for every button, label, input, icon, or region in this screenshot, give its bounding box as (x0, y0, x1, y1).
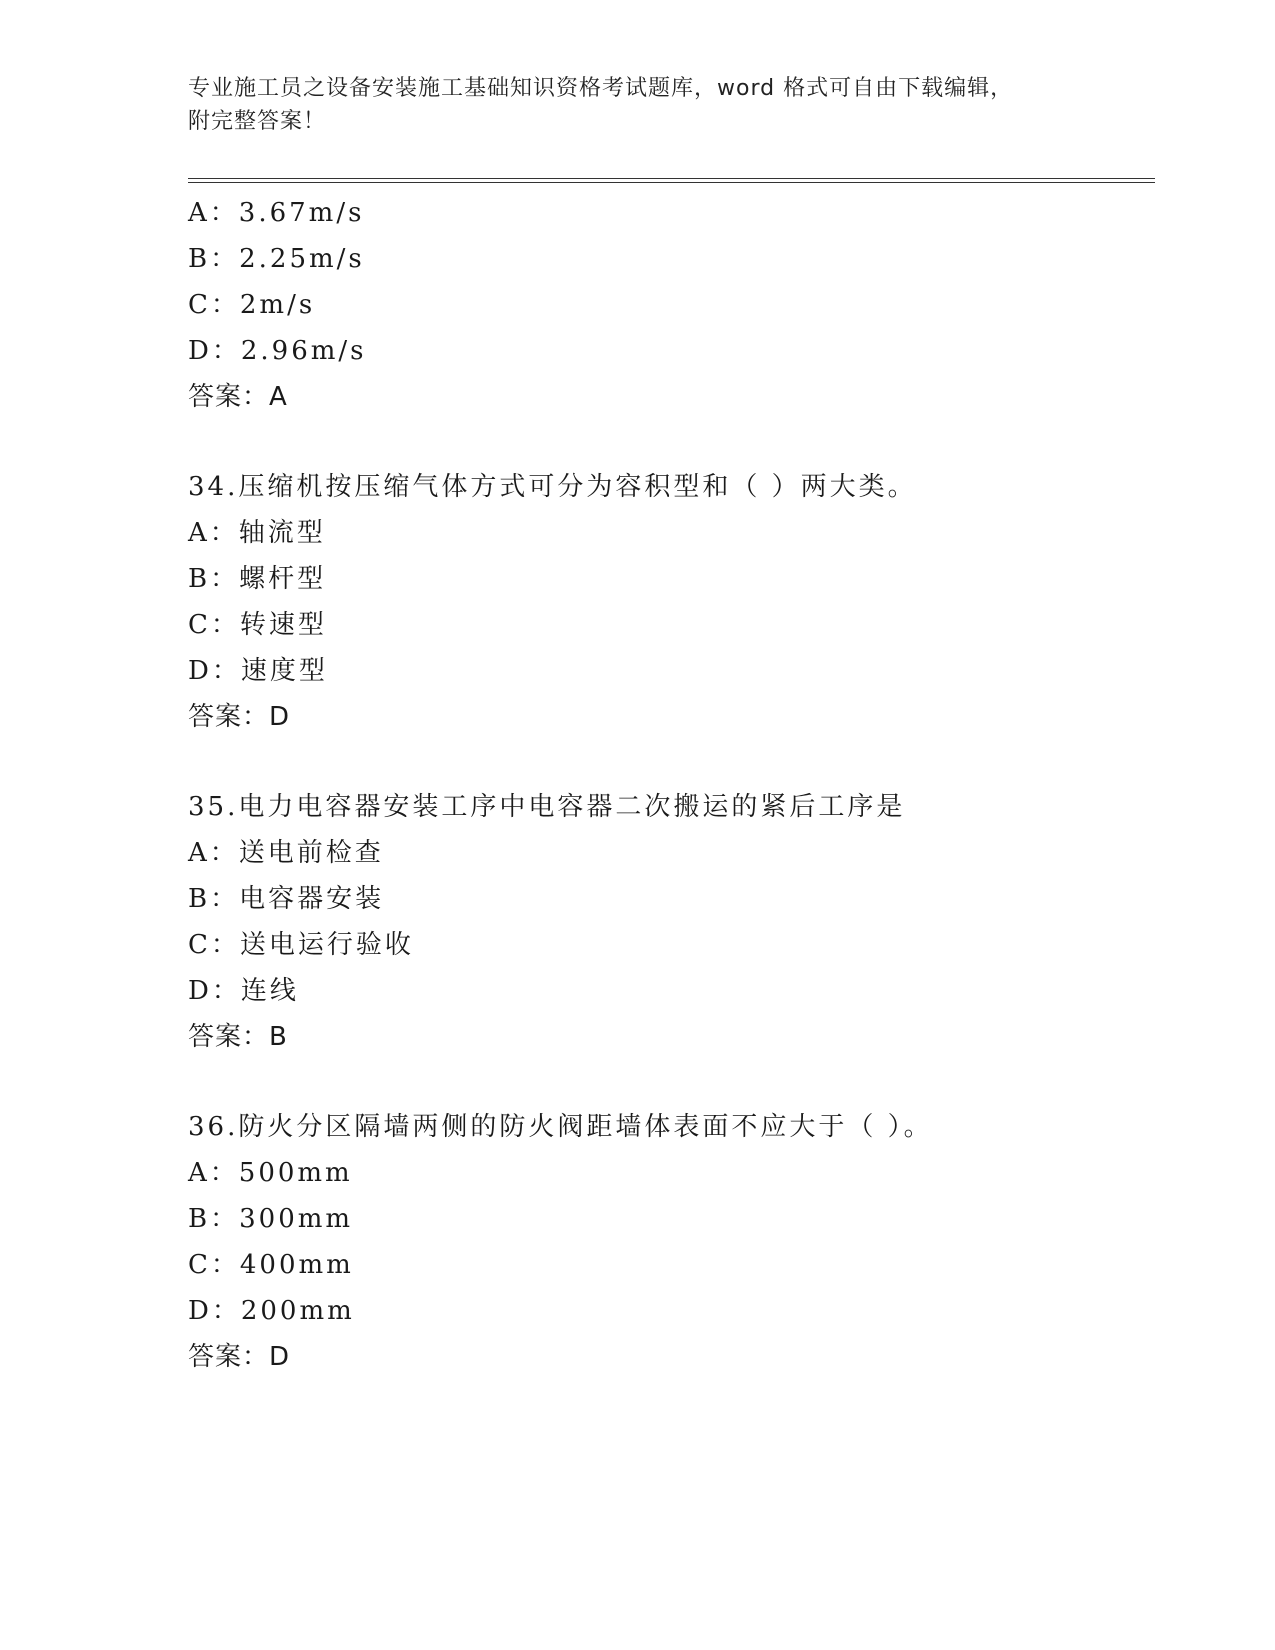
option-b: B：电容器安装 (188, 884, 385, 914)
page-header (188, 72, 1088, 138)
question-title: 35.电力电容器安装工序中电容器二次搬运的紧后工序是 (188, 792, 906, 822)
header-line-1: 专业施工员之设备安装施工基础知识资格考试题库，word 格式可自由下载编辑， (188, 76, 1014, 101)
question-list (188, 190, 1138, 1380)
option-c: C：转速型 (188, 610, 327, 640)
question-block-34 (188, 464, 1138, 740)
option-b: B：2.25m/s (188, 244, 365, 274)
option-d: D：连线 (188, 976, 299, 1006)
option-c: C：送电运行验收 (188, 930, 414, 960)
option-d: D：2.96m/s (188, 336, 367, 366)
question-block-33 (188, 190, 1138, 420)
option-a: A：送电前检查 (188, 838, 384, 868)
question-block-35 (188, 784, 1138, 1060)
option-c: C：2m/s (188, 290, 316, 320)
option-a: A：3.67m/s (188, 198, 365, 228)
question-title: 34.压缩机按压缩气体方式可分为容积型和（ ）两大类。 (188, 472, 917, 502)
option-c: C：400mm (188, 1250, 354, 1280)
answer-line: 答案：D (188, 1342, 291, 1372)
option-b: B：螺杆型 (188, 564, 327, 594)
option-d: D：速度型 (188, 656, 328, 686)
option-d: D：200mm (188, 1296, 355, 1326)
question-block-36 (188, 1104, 1138, 1380)
option-b: B：300mm (188, 1204, 354, 1234)
header-line-2: 附完整答案！ (188, 109, 327, 134)
answer-line: 答案：A (188, 382, 288, 412)
option-a: A：500mm (188, 1158, 353, 1188)
option-a: A：轴流型 (188, 518, 326, 548)
answer-line: 答案：B (188, 1022, 288, 1052)
header-divider (188, 178, 1155, 183)
answer-line: 答案：D (188, 702, 291, 732)
question-title: 36.防火分区隔墙两侧的防火阀距墙体表面不应大于（ ）。 (188, 1112, 933, 1142)
